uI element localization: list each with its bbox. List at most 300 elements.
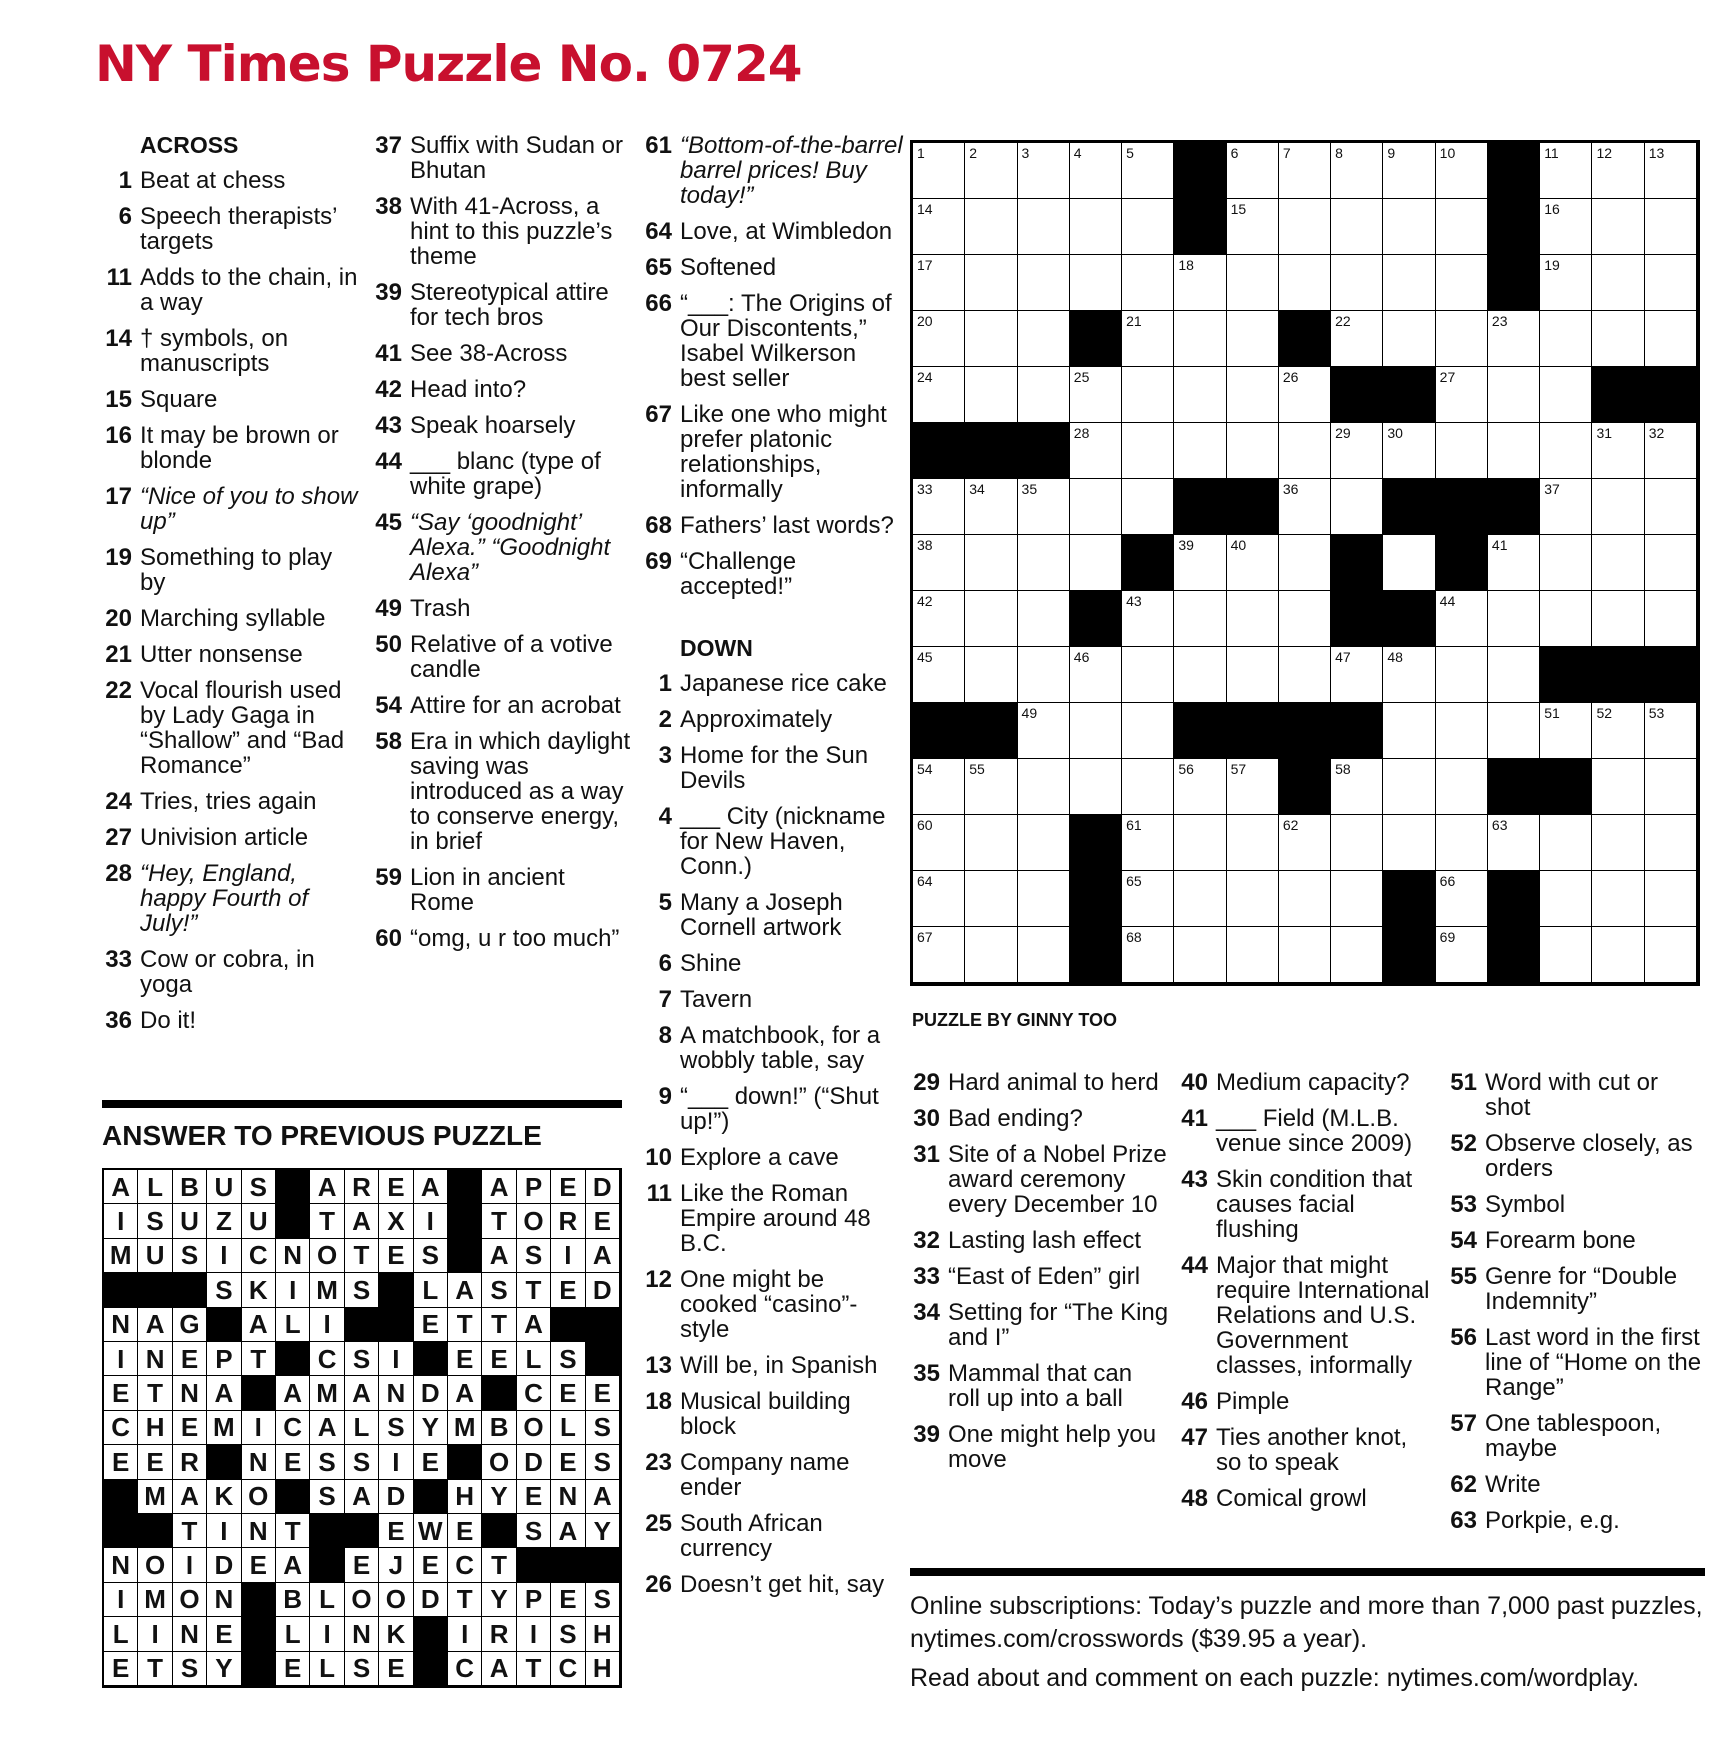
grid-cell[interactable]: [1018, 143, 1070, 199]
answer-cell: M: [310, 1376, 344, 1410]
grid-cell[interactable]: [1436, 255, 1488, 311]
cell-number: 7: [1282, 145, 1291, 161]
grid-cell[interactable]: [1436, 647, 1488, 703]
clue-item: [102, 326, 360, 376]
black-square: [1488, 143, 1540, 199]
down-clues-column-4: [910, 1070, 1170, 1483]
grid-cell[interactable]: [1645, 423, 1697, 479]
grid-cell[interactable]: [1018, 647, 1070, 703]
grid-cell[interactable]: [1279, 815, 1331, 871]
grid-cell[interactable]: [1331, 927, 1383, 983]
clue-number: 55: [1450, 1263, 1477, 1290]
bottom-divider: [910, 1568, 1705, 1576]
grid-cell[interactable]: [1331, 255, 1383, 311]
clue-number: 51: [1450, 1069, 1477, 1096]
grid-cell[interactable]: [1645, 927, 1697, 983]
across-clues-column-2: [372, 133, 634, 962]
clue-text: Observe closely, as orders: [1485, 1130, 1693, 1182]
clue-item: [1447, 1228, 1709, 1253]
grid-cell[interactable]: [1279, 367, 1331, 423]
grid-cell[interactable]: [1592, 591, 1644, 647]
grid-cell[interactable]: [1174, 759, 1226, 815]
grid-cell[interactable]: [1174, 927, 1226, 983]
grid-cell[interactable]: [1174, 255, 1226, 311]
answer-cell: H: [586, 1617, 620, 1651]
grid-cell[interactable]: [1436, 703, 1488, 759]
black-square: [1383, 479, 1435, 535]
grid-cell[interactable]: [1174, 591, 1226, 647]
cell-number: 64: [917, 873, 933, 889]
grid-cell[interactable]: [1592, 927, 1644, 983]
grid-cell[interactable]: [1122, 311, 1174, 367]
cell-number: 53: [1648, 705, 1665, 721]
grid-cell[interactable]: [1645, 535, 1697, 591]
answer-cell: E: [207, 1617, 241, 1651]
grid-cell[interactable]: [1331, 199, 1383, 255]
answer-cell: S: [345, 1652, 379, 1686]
clue-item: [372, 194, 634, 269]
cell-number: 47: [1335, 649, 1351, 665]
grid-cell[interactable]: [965, 199, 1017, 255]
grid-cell[interactable]: [1436, 367, 1488, 423]
grid-cell[interactable]: [1227, 927, 1279, 983]
clue-number: 67: [645, 401, 672, 428]
cell-number: 3: [1021, 145, 1030, 161]
grid-cell[interactable]: [1331, 423, 1383, 479]
answer-cell: K: [379, 1617, 413, 1651]
grid-cell[interactable]: [913, 759, 965, 815]
grid-cell[interactable]: [1227, 535, 1279, 591]
cell-number: 14: [917, 201, 933, 217]
clue-item: [102, 861, 360, 936]
grid-cell[interactable]: [1122, 759, 1174, 815]
grid-cell[interactable]: [913, 815, 965, 871]
grid-cell[interactable]: [1279, 647, 1331, 703]
grid-cell[interactable]: [1540, 311, 1592, 367]
answer-cell: E: [448, 1342, 482, 1376]
grid-cell[interactable]: [1383, 255, 1435, 311]
clue-item: [1178, 1253, 1438, 1378]
answer-cell: S: [173, 1652, 207, 1686]
grid-cell[interactable]: [1122, 367, 1174, 423]
answer-cell: R: [345, 1170, 379, 1204]
grid-cell[interactable]: [913, 871, 965, 927]
clue-text: One tablespoon, maybe: [1485, 1410, 1662, 1462]
grid-cell[interactable]: [1227, 311, 1279, 367]
grid-cell[interactable]: [1227, 647, 1279, 703]
black-square: [1488, 927, 1540, 983]
answer-cell: E: [104, 1652, 138, 1686]
clue-text: “Challenge accepted!”: [680, 548, 797, 600]
grid-cell[interactable]: [1540, 927, 1592, 983]
grid-cell[interactable]: [1070, 647, 1122, 703]
grid-cell[interactable]: [1174, 815, 1226, 871]
answer-black-square: [276, 1170, 310, 1204]
grid-cell[interactable]: [1331, 815, 1383, 871]
grid-cell[interactable]: [1279, 871, 1331, 927]
clue-item: [1447, 1325, 1709, 1400]
answer-cell: S: [482, 1273, 516, 1307]
grid-cell[interactable]: [1592, 255, 1644, 311]
grid-cell[interactable]: [1122, 591, 1174, 647]
grid-cell[interactable]: [1018, 759, 1070, 815]
grid-cell[interactable]: [1645, 815, 1697, 871]
grid-cell[interactable]: [1436, 927, 1488, 983]
answer-cell: Y: [414, 1411, 448, 1445]
grid-cell[interactable]: [913, 647, 965, 703]
grid-cell[interactable]: [1436, 759, 1488, 815]
grid-cell[interactable]: [1592, 199, 1644, 255]
grid-cell[interactable]: [1383, 423, 1435, 479]
grid-cell[interactable]: [1227, 143, 1279, 199]
grid-cell[interactable]: [1018, 255, 1070, 311]
clue-item: [102, 168, 360, 193]
clue-item: [102, 387, 360, 412]
grid-cell[interactable]: [1331, 311, 1383, 367]
grid-cell[interactable]: [1227, 423, 1279, 479]
answer-black-square: [138, 1273, 172, 1307]
grid-cell[interactable]: [1383, 311, 1435, 367]
grid-cell[interactable]: [1070, 143, 1122, 199]
grid-cell[interactable]: [1174, 647, 1226, 703]
answer-cell: E: [138, 1445, 172, 1479]
grid-cell[interactable]: [913, 927, 965, 983]
grid-cell[interactable]: [1331, 871, 1383, 927]
answer-cell: L: [310, 1583, 344, 1617]
grid-cell[interactable]: [1540, 143, 1592, 199]
grid-cell[interactable]: [1488, 591, 1540, 647]
grid-cell[interactable]: [1279, 927, 1331, 983]
cell-number: 35: [1021, 481, 1038, 497]
answer-cell: C: [276, 1411, 310, 1445]
grid-cell[interactable]: [1227, 759, 1279, 815]
grid-cell[interactable]: [965, 871, 1017, 927]
grid-cell[interactable]: [1540, 199, 1592, 255]
grid-cell[interactable]: [1540, 367, 1592, 423]
answer-cell: A: [276, 1376, 310, 1410]
grid-cell[interactable]: [1174, 311, 1226, 367]
black-square: [1540, 759, 1592, 815]
clue-number: 18: [645, 1388, 672, 1415]
grid-cell[interactable]: [1279, 143, 1331, 199]
grid-cell[interactable]: [1122, 815, 1174, 871]
grid-cell[interactable]: [1645, 143, 1697, 199]
grid-cell[interactable]: [1436, 871, 1488, 927]
answer-cell: E: [379, 1514, 413, 1548]
grid-cell[interactable]: [913, 143, 965, 199]
cell-number: 12: [1596, 145, 1613, 161]
grid-cell[interactable]: [1540, 535, 1592, 591]
answer-cell: A: [207, 1376, 241, 1410]
grid-cell[interactable]: [913, 479, 965, 535]
grid-cell[interactable]: [1122, 927, 1174, 983]
grid-cell[interactable]: [913, 535, 965, 591]
subscription-note: [910, 1590, 1710, 1701]
cell-number: 65: [1126, 873, 1142, 889]
answer-cell: S: [345, 1445, 379, 1479]
grid-cell[interactable]: [965, 255, 1017, 311]
grid-cell[interactable]: [965, 535, 1017, 591]
clue-text: Approximately: [680, 706, 833, 733]
clue-number: 54: [375, 692, 402, 719]
clue-item: [642, 890, 904, 940]
clue-number: 2: [658, 706, 672, 733]
grid-cell[interactable]: [1645, 311, 1697, 367]
page-title: NY Times Puzzle No. 0724: [95, 35, 802, 93]
grid-cell[interactable]: [1070, 423, 1122, 479]
grid-cell[interactable]: [1488, 647, 1540, 703]
grid-cell[interactable]: [1018, 927, 1070, 983]
grid-cell[interactable]: [1488, 535, 1540, 591]
grid-cell[interactable]: [1592, 311, 1644, 367]
grid-cell[interactable]: [1436, 591, 1488, 647]
grid-cell[interactable]: [1540, 591, 1592, 647]
grid-cell[interactable]: [1018, 479, 1070, 535]
grid-cell[interactable]: [1331, 647, 1383, 703]
grid-cell[interactable]: [1174, 871, 1226, 927]
grid-cell[interactable]: [1436, 815, 1488, 871]
grid-cell[interactable]: [1488, 367, 1540, 423]
grid-cell[interactable]: [1592, 871, 1644, 927]
grid-cell[interactable]: [1122, 423, 1174, 479]
answer-cell: U: [207, 1170, 241, 1204]
grid-cell[interactable]: [1122, 871, 1174, 927]
grid-cell[interactable]: [965, 927, 1017, 983]
black-square: [1279, 759, 1331, 815]
grid-cell[interactable]: [1227, 199, 1279, 255]
grid-cell[interactable]: [1645, 703, 1697, 759]
clue-number: 39: [375, 279, 402, 306]
grid-cell[interactable]: [1122, 479, 1174, 535]
grid-cell[interactable]: [1070, 367, 1122, 423]
clue-text: Tries, tries again: [140, 788, 317, 815]
grid-cell[interactable]: [1227, 255, 1279, 311]
clue-number: 66: [645, 290, 672, 317]
answer-cell: S: [310, 1480, 344, 1514]
grid-cell[interactable]: [1540, 255, 1592, 311]
clue-item: [642, 671, 904, 696]
clue-number: 14: [105, 325, 132, 352]
grid-cell[interactable]: [965, 591, 1017, 647]
grid-cell[interactable]: [1070, 535, 1122, 591]
grid-cell[interactable]: [1540, 871, 1592, 927]
grid-cell[interactable]: [1070, 479, 1122, 535]
grid-cell[interactable]: [1174, 535, 1226, 591]
clue-item: [1447, 1070, 1709, 1120]
grid-cell[interactable]: [965, 311, 1017, 367]
grid-cell[interactable]: [1018, 871, 1070, 927]
clue-text: With 41-Across, a hint to this puzzle’s theme: [410, 193, 613, 270]
grid-cell[interactable]: [1018, 311, 1070, 367]
answer-cell: E: [414, 1548, 448, 1582]
cell-number: 46: [1073, 649, 1090, 665]
grid-cell[interactable]: [913, 255, 965, 311]
grid-cell[interactable]: [1540, 815, 1592, 871]
grid-cell[interactable]: [1122, 647, 1174, 703]
cell-number: 9: [1387, 145, 1396, 161]
grid-cell[interactable]: [1592, 759, 1644, 815]
clue-text: Square: [140, 386, 218, 413]
grid-cell[interactable]: [965, 815, 1017, 871]
grid-cell[interactable]: [1383, 199, 1435, 255]
grid-cell[interactable]: [1174, 367, 1226, 423]
clue-item: [102, 606, 360, 631]
grid-cell[interactable]: [1227, 871, 1279, 927]
grid-cell[interactable]: [1592, 535, 1644, 591]
grid-cell[interactable]: [1122, 143, 1174, 199]
clue-item: [642, 707, 904, 732]
answer-black-square: [310, 1514, 344, 1548]
grid-cell[interactable]: [1331, 759, 1383, 815]
grid-cell[interactable]: [1488, 423, 1540, 479]
answer-black-square: [551, 1548, 585, 1582]
grid-cell[interactable]: [1540, 423, 1592, 479]
grid-cell[interactable]: [1279, 423, 1331, 479]
grid-cell[interactable]: [1227, 367, 1279, 423]
grid-cell[interactable]: [1645, 479, 1697, 535]
grid-cell[interactable]: [1070, 255, 1122, 311]
grid-cell[interactable]: [1018, 703, 1070, 759]
grid-cell[interactable]: [1070, 759, 1122, 815]
grid-cell[interactable]: [1227, 591, 1279, 647]
clue-item: [1178, 1106, 1438, 1156]
answer-cell: D: [517, 1445, 551, 1479]
grid-cell[interactable]: [1436, 143, 1488, 199]
grid-cell[interactable]: [1592, 479, 1644, 535]
grid-cell[interactable]: [1122, 703, 1174, 759]
grid-cell[interactable]: [965, 759, 1017, 815]
grid-cell[interactable]: [1645, 591, 1697, 647]
grid-cell[interactable]: [1383, 647, 1435, 703]
answer-black-square: [104, 1514, 138, 1548]
answer-cell: N: [242, 1445, 276, 1479]
answer-cell: O: [173, 1583, 207, 1617]
answer-cell: I: [207, 1239, 241, 1273]
grid-cell[interactable]: [1645, 255, 1697, 311]
clue-text: ___ City (nickname for New Haven, Conn.): [680, 803, 886, 880]
grid-cell[interactable]: [1592, 143, 1644, 199]
grid-cell[interactable]: [1018, 815, 1070, 871]
answer-cell: L: [551, 1411, 585, 1445]
grid-cell[interactable]: [1383, 759, 1435, 815]
grid-cell[interactable]: [913, 367, 965, 423]
grid-cell[interactable]: [1279, 591, 1331, 647]
grid-cell[interactable]: [1488, 311, 1540, 367]
grid-cell[interactable]: [1436, 199, 1488, 255]
grid-cell[interactable]: [1645, 871, 1697, 927]
clue-number: 10: [645, 1144, 672, 1171]
answer-cell: S: [310, 1445, 344, 1479]
grid-cell[interactable]: [1018, 367, 1070, 423]
grid-cell[interactable]: [1018, 591, 1070, 647]
clue-number: 65: [645, 254, 672, 281]
grid-cell[interactable]: [1592, 423, 1644, 479]
grid-cell[interactable]: [1331, 143, 1383, 199]
grid-cell[interactable]: [1592, 815, 1644, 871]
grid-cell[interactable]: [965, 647, 1017, 703]
grid-cell[interactable]: [965, 367, 1017, 423]
grid-cell[interactable]: [1279, 199, 1331, 255]
grid-cell[interactable]: [1645, 199, 1697, 255]
clue-text: Word with cut or shot: [1485, 1069, 1658, 1121]
answer-cell: I: [414, 1204, 448, 1238]
answer-cell: T: [482, 1204, 516, 1238]
clue-text: Last word in the first line of “Home on the Range”: [1485, 1324, 1702, 1401]
clue-item: [372, 133, 634, 183]
grid-cell[interactable]: [1540, 479, 1592, 535]
clue-number: 46: [1181, 1388, 1208, 1415]
grid-cell[interactable]: [1540, 703, 1592, 759]
black-square: [1227, 479, 1279, 535]
black-square: [1331, 703, 1383, 759]
answer-cell: N: [242, 1514, 276, 1548]
clue-item: [372, 449, 634, 499]
grid-cell[interactable]: [1436, 311, 1488, 367]
clue-item: [1447, 1131, 1709, 1181]
grid-cell[interactable]: [1383, 703, 1435, 759]
grid-cell[interactable]: [1488, 815, 1540, 871]
answer-cell: A: [517, 1308, 551, 1342]
answer-cell: S: [517, 1239, 551, 1273]
grid-cell[interactable]: [1018, 535, 1070, 591]
answer-cell: C: [242, 1239, 276, 1273]
clue-item: [642, 1389, 904, 1439]
grid-cell[interactable]: [1592, 703, 1644, 759]
clue-number: 41: [375, 340, 402, 367]
grid-cell[interactable]: [1383, 815, 1435, 871]
answer-cell: A: [482, 1170, 516, 1204]
grid-cell[interactable]: [1122, 199, 1174, 255]
grid-cell[interactable]: [965, 479, 1017, 535]
grid-cell[interactable]: [1331, 479, 1383, 535]
clue-item: [102, 265, 360, 315]
grid-cell[interactable]: [1070, 703, 1122, 759]
grid-cell[interactable]: [1383, 143, 1435, 199]
grid-cell[interactable]: [965, 143, 1017, 199]
answer-cell: C: [517, 1376, 551, 1410]
grid-cell[interactable]: [913, 591, 965, 647]
grid-cell[interactable]: [1436, 423, 1488, 479]
grid-cell[interactable]: [1645, 759, 1697, 815]
grid-cell[interactable]: [1122, 255, 1174, 311]
cell-number: 60: [917, 817, 933, 833]
grid-cell[interactable]: [1070, 199, 1122, 255]
grid-cell[interactable]: [1488, 703, 1540, 759]
clue-number: 6: [658, 950, 672, 977]
clue-text: Era in which daylight saving was introduced as a way to conserve energy, in brief: [410, 728, 631, 855]
answer-cell: A: [448, 1376, 482, 1410]
cell-number: 2: [969, 145, 978, 161]
grid-cell[interactable]: [1383, 535, 1435, 591]
clue-text: A matchbook, for a wobbly table, say: [680, 1022, 881, 1074]
grid-cell[interactable]: [1279, 535, 1331, 591]
grid-cell[interactable]: [1227, 815, 1279, 871]
grid-cell[interactable]: [1174, 423, 1226, 479]
answer-black-square: [242, 1376, 276, 1410]
grid-cell[interactable]: [1279, 255, 1331, 311]
answer-cell: E: [551, 1583, 585, 1617]
answer-cell: W: [414, 1514, 448, 1548]
clue-item: [372, 926, 634, 951]
answer-cell: E: [345, 1548, 379, 1582]
grid-cell[interactable]: [913, 199, 965, 255]
cell-number: 23: [1491, 313, 1508, 329]
clue-item: [910, 1142, 1170, 1217]
grid-cell[interactable]: [1018, 199, 1070, 255]
grid-cell[interactable]: [1279, 479, 1331, 535]
clue-item: [102, 1008, 360, 1033]
grid-cell[interactable]: [913, 311, 965, 367]
